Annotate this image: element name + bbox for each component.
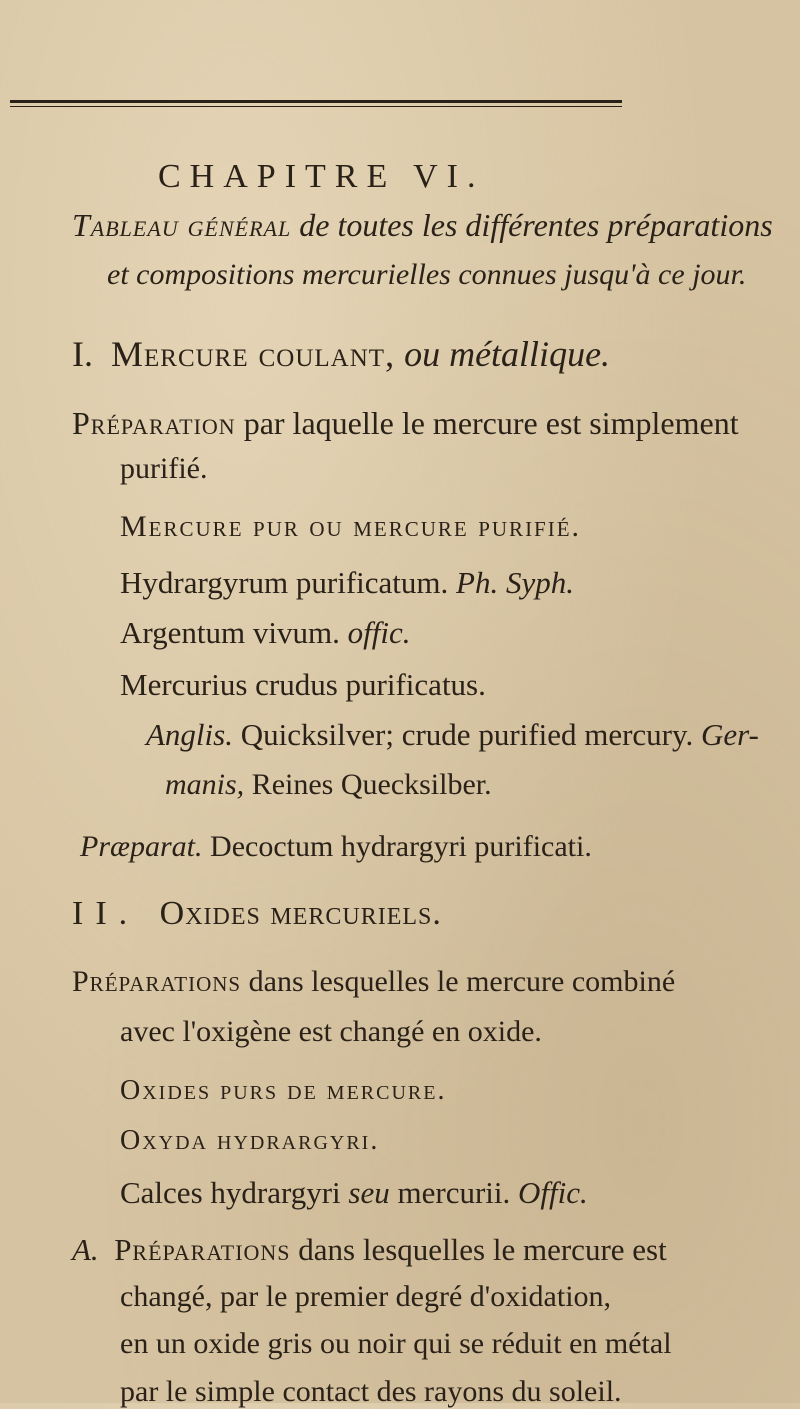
prep-2-text: dans lesquelles le mercure combiné [248, 965, 676, 998]
section-2-heading [72, 895, 442, 933]
title-rest: de toutes les différentes préparations [299, 207, 773, 243]
name-calces-a: Calces hydrargyri [120, 1175, 341, 1210]
prep-2-line-2: avec l'oxigène est changé en oxide. [120, 1015, 542, 1048]
name-hydrargyrum-text: Hydrargyrum purificatum. [120, 565, 449, 600]
section-2-numeral: II. [72, 895, 140, 932]
name-calces-seu: seu [348, 1175, 390, 1210]
title-lead: Tableau général [72, 207, 292, 243]
name-calces-source: Offic. [518, 1175, 588, 1210]
name-hydrargyrum-source: Ph. Syph. [456, 565, 574, 600]
name-hydrargyrum [120, 565, 574, 601]
name-mercurius: Mercurius crudus purificatus. [120, 667, 486, 702]
name-oxyda: Oxyda hydrargyri. [120, 1125, 380, 1156]
name-argentum [120, 615, 410, 651]
prep-2-lead: Préparations [72, 965, 242, 998]
section-1-subtitle: ou métallique. [404, 334, 611, 374]
section-1-heading [72, 333, 610, 375]
prep-a-line-2: changé, par le premier degré d'oxidation, [120, 1280, 612, 1313]
name-calces [120, 1175, 588, 1211]
name-german-lang-start: Ger- [700, 717, 759, 752]
name-calces-b: mercurii. [397, 1175, 511, 1210]
prep-a-lead: Préparations [114, 1232, 291, 1267]
name-english-text: Quicksilver; crude purified mercury. [240, 717, 694, 752]
section-2-title: Oxides mercuriels. [159, 895, 442, 932]
prep-1-text: par laquelle le mercure est simplement [243, 405, 739, 441]
name-english-lang: Anglis. [146, 717, 233, 752]
name-preparat [80, 830, 592, 864]
name-german-text: Reines Quecksilber. [251, 768, 492, 801]
prep-a-line-1 [72, 1232, 667, 1268]
name-german-lang-end: manis, [165, 768, 245, 801]
section-1-numeral: I. [72, 334, 93, 374]
name-argentum-text: Argentum vivum. [120, 615, 340, 650]
name-preparat-label: Præparat. [80, 830, 203, 863]
name-german [165, 768, 492, 802]
name-argentum-source: offic. [347, 615, 411, 650]
name-english [146, 717, 759, 753]
name-preparat-text: Decoctum hydrargyri purificati. [210, 830, 592, 863]
table-title-line-2: et compositions mercurielles connues jusqu'à ce jour. [107, 258, 747, 291]
prep-a-line-3: en un oxide gris ou noir qui se réduit en métal [120, 1327, 672, 1360]
name-oxides-purs: Oxides purs de mercure. [120, 1075, 447, 1106]
prep-a-text: dans lesquelles le mercure est [298, 1232, 667, 1267]
name-mercure-pur: Mercure pur ou mercure purifié. [120, 510, 582, 543]
prep-1-line-2: purifié. [120, 452, 208, 485]
section-1-title: Mercure coulant, [111, 334, 396, 374]
top-rule [10, 100, 622, 107]
table-title-line-1 [72, 207, 773, 244]
prep-1-line-1 [72, 405, 739, 442]
prep-2-line-1 [72, 965, 675, 999]
prep-a-line-4: par le simple contact des rayons du soleil. [120, 1375, 622, 1408]
prep-a-letter: A. [72, 1232, 99, 1267]
chapter-heading: CHAPITRE VI. [158, 158, 485, 195]
prep-1-lead: Préparation [72, 405, 236, 441]
